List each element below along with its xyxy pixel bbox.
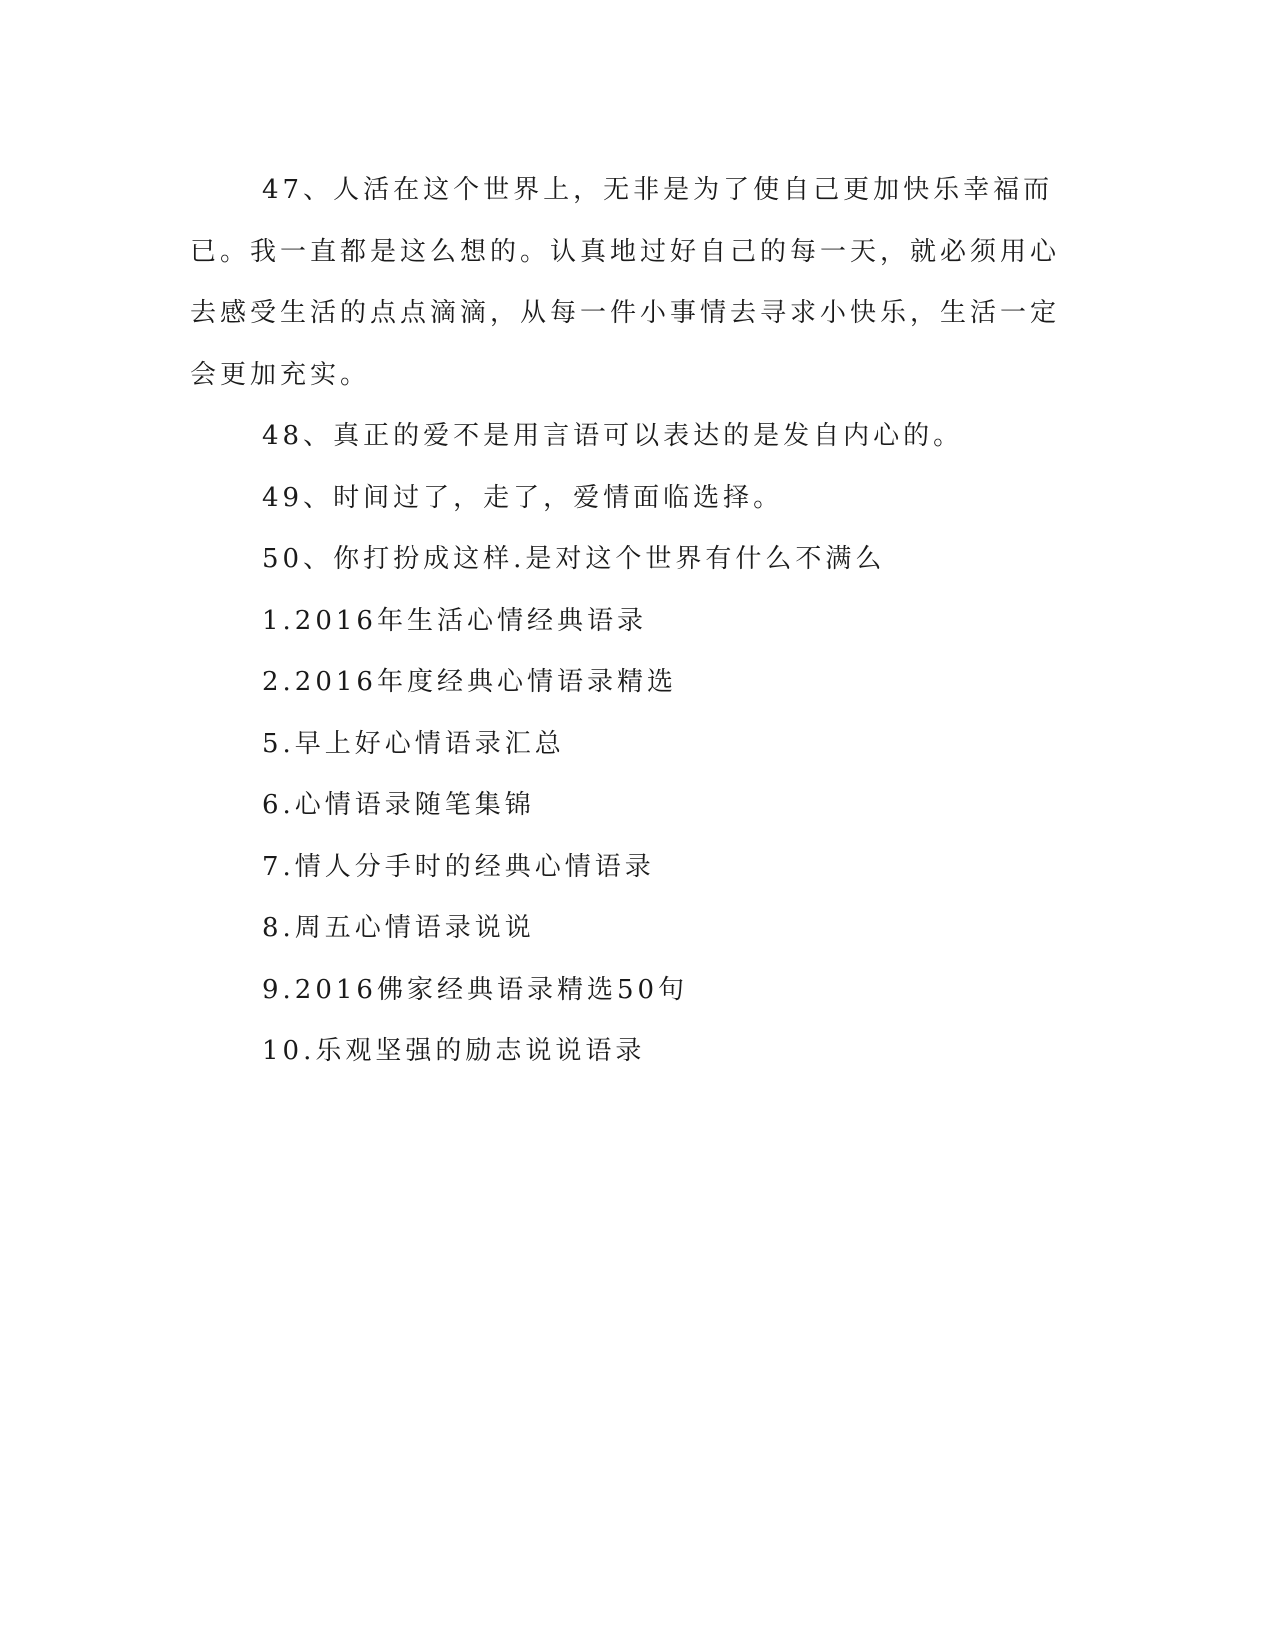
- related-list-item: 8.周五心情语录说说: [262, 913, 535, 943]
- related-list-item: 2.2016年度经典心情语录精选: [262, 667, 677, 697]
- related-list-item: 6.心情语录随笔集锦: [262, 790, 535, 820]
- related-list-item: 10.乐观坚强的励志说说语录: [262, 1036, 646, 1066]
- related-list-item: 1.2016年生活心情经典语录: [262, 605, 647, 636]
- quote-48-line: 48、真正的爱不是用言语可以表达的是发自内心的。: [262, 421, 964, 451]
- quote-49-line: 49、时间过了，走了，爱情面临选择。: [262, 482, 784, 513]
- document-body: [190, 160, 1070, 1083]
- related-list-item: 5.早上好心情语录汇总: [262, 728, 565, 759]
- related-list-item: 9.2016佛家经典语录精选50句: [262, 974, 689, 1005]
- quote-50-line: 50、你打扮成这样.是对这个世界有什么不满么: [262, 544, 886, 574]
- quote-47-paragraph: 47、人活在这个世界上，无非是为了使自己更加快乐幸福而已。我一直都是这么想的。认真地过好自己的每一天，就必须用心去感受生活的点点滴滴，从每一件小事情去寻求小快乐，生活一定会更加充实。: [190, 175, 1061, 390]
- related-list-item: 7.情人分手时的经典心情语录: [262, 851, 655, 882]
